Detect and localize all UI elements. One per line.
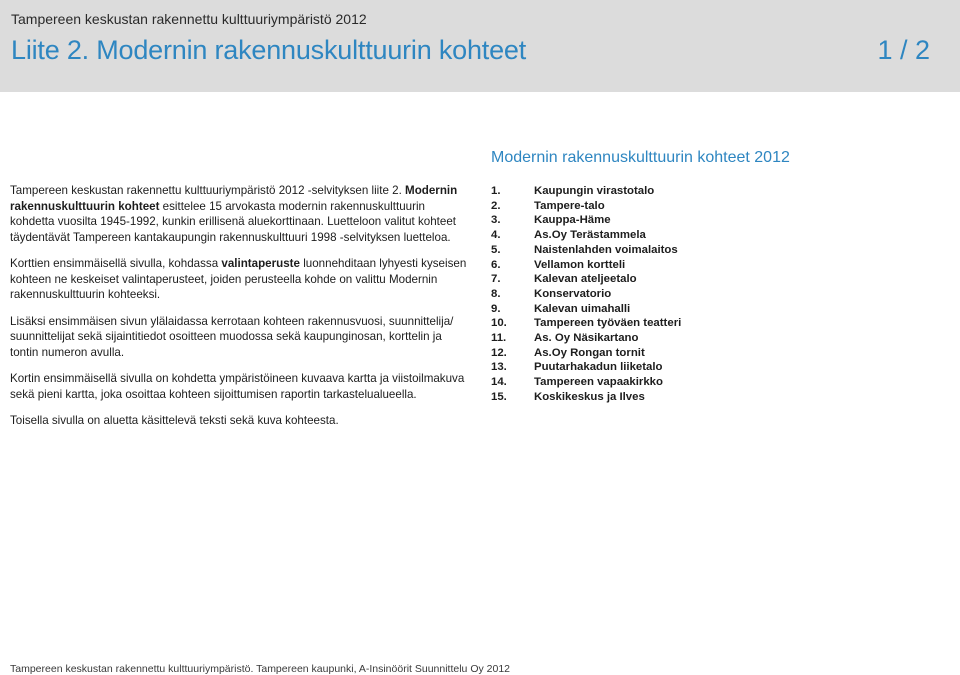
list-item-number: 3. (491, 214, 501, 227)
footer-credits: Tampereen keskustan rakennettu kulttuuriympäristö. Tampereen kaupunki, A-Insinöörit Suunnittelu Oy 2012 (10, 663, 511, 675)
intro-text-bold: Modernin rakennuskulttuurin kohteet (10, 184, 458, 213)
list-item-label: As. Oy Näsikartano (534, 332, 639, 345)
list-item-label: Puutarhakadun liiketalo (534, 361, 663, 374)
list-item (491, 272, 681, 287)
sites-heading: Modernin rakennuskulttuurin kohteet 2012 (491, 149, 790, 166)
list-item (491, 243, 681, 258)
list-item (491, 199, 681, 214)
list-item-label: Tampere-talo (534, 199, 605, 212)
list-item-number: 4. (491, 229, 501, 242)
paragraph-second-page: Toisella sivulla on aluetta käsittelevä teksti sekä kuva kohteesta. (10, 414, 339, 427)
header-band (0, 0, 960, 92)
intro-text-a: Tampereen keskustan rakennettu kulttuuriympäristö 2012 -selvityksen liite 2. (10, 184, 406, 197)
body-text (10, 183, 470, 440)
list-item-number: 13. (491, 361, 507, 374)
list-item (491, 287, 681, 302)
list-item (491, 346, 681, 361)
list-item (491, 302, 681, 317)
list-item-label: Tampereen vapaakirkko (534, 376, 663, 389)
list-item-label: As.Oy Rongan tornit (534, 346, 645, 359)
list-item-label: Naistenlahden voimalaitos (534, 243, 678, 256)
list-item-number: 15. (491, 390, 507, 403)
page-number: 1 / 2 (877, 35, 930, 65)
report-kicker: Tampereen keskustan rakennettu kulttuuriympäristö 2012 (11, 11, 367, 27)
list-item (491, 316, 681, 331)
list-item-label: Koskikeskus ja Ilves (534, 390, 645, 403)
list-item-label: Kalevan uimahalli (534, 302, 631, 315)
list-item (491, 184, 681, 199)
criteria-text-bold: valintaperuste (221, 257, 300, 270)
page-title: Liite 2. Modernin rakennuskulttuurin kohteet (11, 35, 527, 65)
list-item-label: Konservatorio (534, 287, 612, 300)
list-item-label: Kauppa-Häme (534, 214, 611, 227)
list-item-label: Kaupungin virastotalo (534, 185, 655, 197)
list-item (491, 228, 681, 243)
list-item (491, 258, 681, 273)
list-item-number: 5. (491, 243, 501, 256)
list-item-number: 11. (491, 332, 507, 345)
paragraph-criteria (10, 256, 470, 303)
list-item (491, 375, 681, 390)
list-item-label: As.Oy Terästammela (534, 229, 646, 242)
list-item (491, 331, 681, 346)
list-item-number: 7. (491, 273, 501, 286)
paragraph-details: Lisäksi ensimmäisen sivun ylälaidassa kerrotaan kohteen rakennusvuosi, suunnittelija/ suunnittelijat sekä sijaintitiedot osoitteen muodossa sekä kaupunginosan, korttelin ja tontin numeron avulla. (10, 314, 454, 359)
list-item-number: 10. (491, 317, 507, 330)
list-item-label: Vellamon kortteli (534, 258, 626, 271)
list-item-label: Tampereen työväen teatteri (534, 317, 682, 330)
list-item-number: 14. (491, 376, 507, 389)
list-item-label: Kalevan ateljeetalo (534, 273, 637, 286)
paragraph-maps: Kortin ensimmäisellä sivulla on kohdetta ympäristöineen kuvaava kartta ja viistoilmakuva sekä pieni kartta, joka osoittaa kohteen sijoittumisen raportin tarkastelualueella. (10, 372, 465, 401)
paragraph-intro (10, 183, 470, 245)
list-item (491, 360, 681, 375)
list-item (491, 390, 681, 405)
list-item-number: 1. (491, 185, 501, 197)
criteria-text-a: Korttien ensimmäisellä sivulla, kohdassa (10, 257, 222, 270)
sites-list (491, 184, 681, 405)
list-item-number: 6. (491, 258, 501, 271)
list-item-number: 2. (491, 199, 501, 212)
list-item-number: 9. (491, 302, 501, 315)
list-item (491, 213, 681, 228)
intro-text-b: esittelee 15 arvokasta modernin rakennuskulttuurin kohdetta vuosilta 1945-1992, kunkin erillisenä aluekorttinaan. Luetteloon valitut kohteet täydentävät Tampereen kantakaupungin rakennuskulttuuri 1998 -selvityksen luetteloa. (10, 199, 457, 244)
list-item-number: 8. (491, 287, 501, 300)
criteria-text-b: luonnehditaan lyhyesti kyseisen kohteen ne keskeiset valintaperusteet, joiden perusteella kohde on valittu Modernin rakennuskulttuurin kohteeksi. (10, 257, 467, 301)
list-item-number: 12. (491, 346, 507, 359)
